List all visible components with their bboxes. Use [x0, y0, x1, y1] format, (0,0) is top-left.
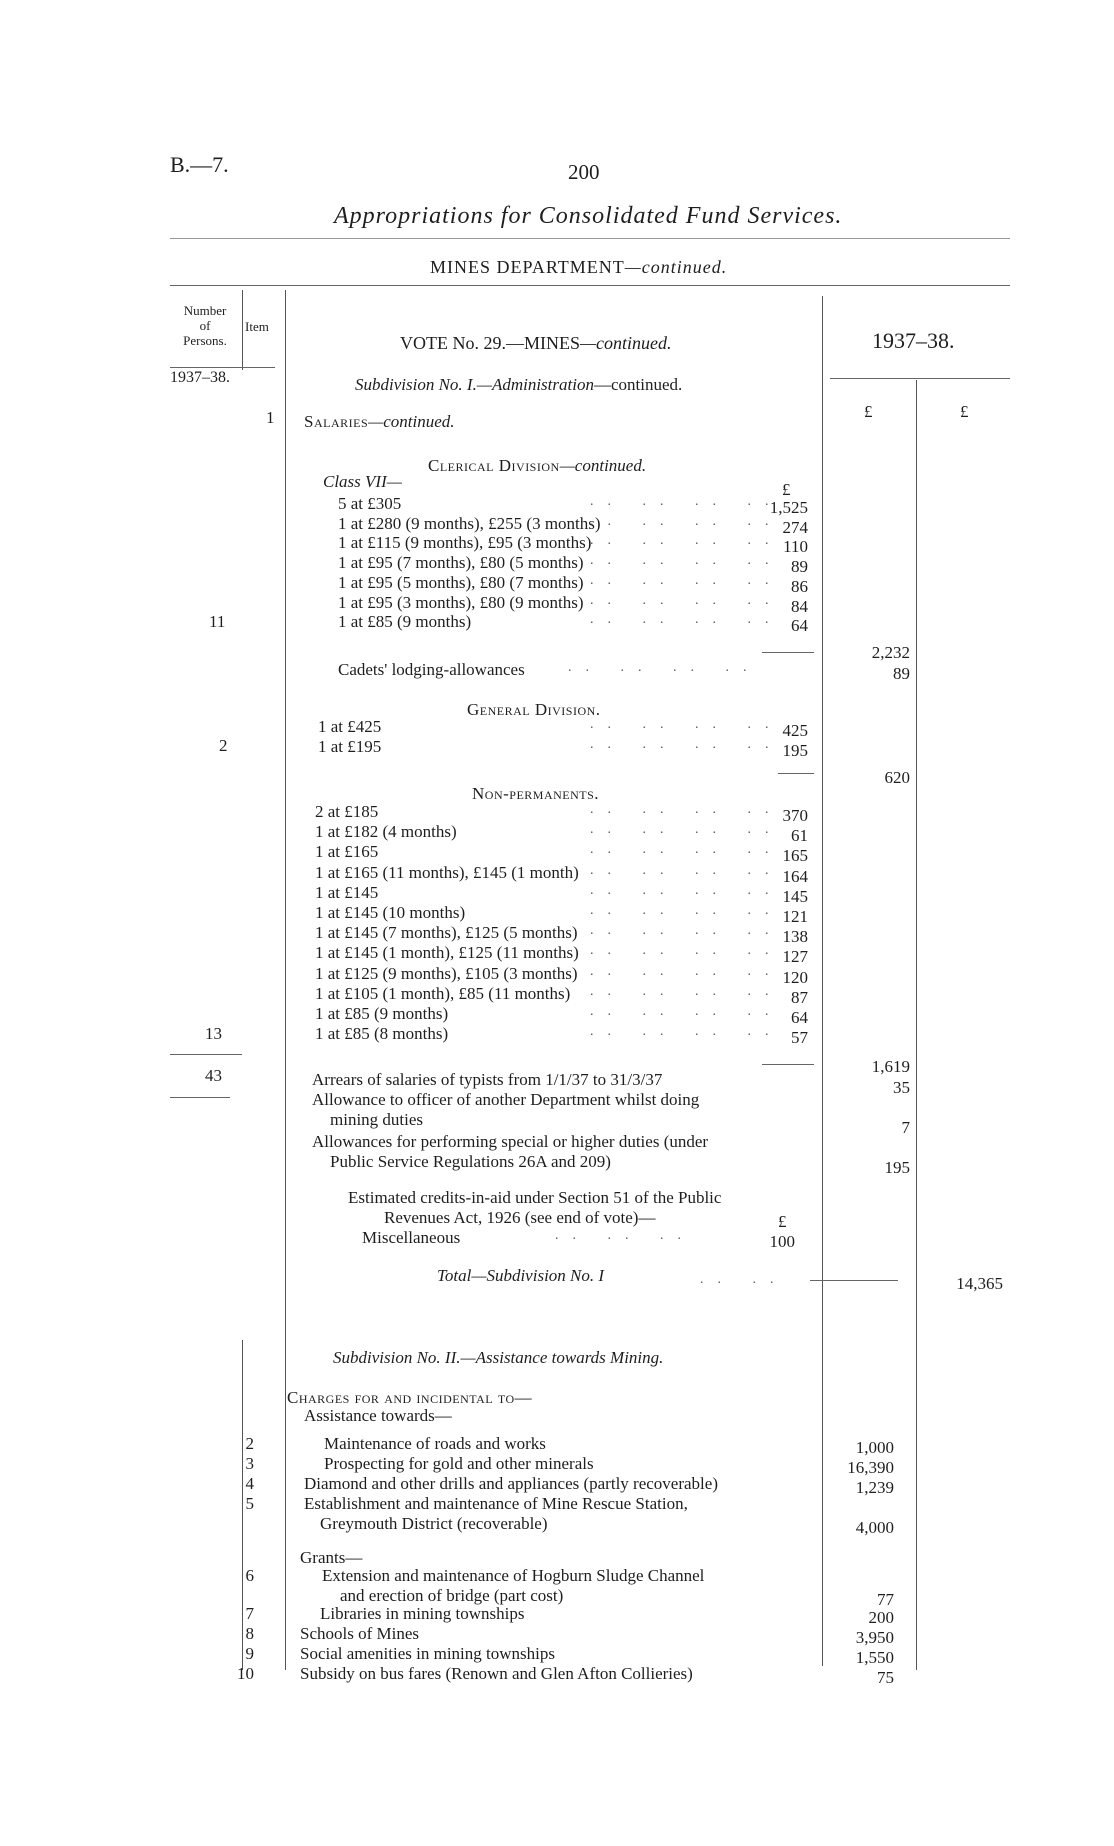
- subdiv2-item-number: 10: [237, 1664, 254, 1683]
- schedule-row-leader: .. .. .. ..: [590, 822, 783, 838]
- cadets-label: Cadets' lodging-allowances: [338, 660, 525, 679]
- subdiv2-row-amount: 1,550: [855, 1648, 894, 1667]
- schedule-row-leader: .. .. .. ..: [590, 903, 783, 918]
- schedule-row-amount: 110: [783, 537, 808, 557]
- salaries-heading: [304, 412, 455, 432]
- schedule-row-label: 1 at £280 (9 months), £255 (3 months): [338, 513, 601, 533]
- schedule-row-label: 1 at £145 (10 months): [315, 903, 466, 922]
- subdiv2-item-number: 3: [245, 1454, 254, 1473]
- total-persons-rule: [170, 1097, 230, 1098]
- assistance-heading: Assistance towards—: [304, 1406, 452, 1425]
- subdiv2-item-number: 6: [245, 1566, 254, 1585]
- schedule-row-amount: 121: [782, 907, 808, 926]
- subdiv2-row-label: Maintenance of roads and works: [324, 1434, 546, 1453]
- schedule-row-amount: 89: [791, 557, 808, 577]
- schedule-row-leader: .. .. .. ..: [590, 923, 783, 939]
- schedule-row-label: 1 at £195: [318, 737, 382, 756]
- year-header: 1937–38.: [872, 328, 955, 353]
- subdiv1-item: 1: [266, 408, 275, 427]
- persons-year: 1937–38.: [170, 369, 230, 386]
- schedule-row-leader: .. .. .. ..: [590, 513, 783, 529]
- nonperm-title: Non-permanents.: [472, 784, 600, 803]
- subdiv1-total-amount: 14,365: [956, 1274, 1003, 1293]
- department-name: MINES DEPARTMENT: [430, 257, 625, 277]
- schedule-row-leader: .. .. .. ..: [590, 737, 783, 752]
- credits-amount: 100: [769, 1232, 795, 1251]
- vote-title-suffix: —continued.: [580, 333, 672, 353]
- amount-col-left: [822, 296, 823, 1666]
- schedule-row-amount: 164: [782, 866, 808, 886]
- schedule-row-label: 1 at £105 (1 month), £85 (11 months): [315, 983, 571, 1003]
- schedule-row-amount: 165: [782, 846, 808, 866]
- general-persons: 2: [219, 736, 228, 755]
- subdiv2-item-number: 9: [245, 1644, 254, 1663]
- charges-heading: Charges for and incidental to—: [287, 1388, 533, 1407]
- schedule-row-label: 1 at £115 (9 months), £95 (3 months): [338, 533, 592, 553]
- clerical-suffix: —continued.: [559, 456, 647, 475]
- schedule-row-leader: .. .. .. ..: [590, 802, 783, 817]
- department-suffix: —continued.: [624, 257, 728, 277]
- subdiv1-title-main: Subdivision No. I.—Administration: [355, 375, 594, 394]
- arrears-label: Arrears of salaries of typists from 1/1/37 to 31/3/37: [312, 1070, 663, 1089]
- nonperm-total: 1,619: [871, 1057, 910, 1076]
- schedule-row-amount: 195: [782, 741, 808, 760]
- subdiv2-row-amount: 1,000: [855, 1438, 894, 1457]
- subdiv2-row-label: Libraries in mining townships: [320, 1604, 525, 1623]
- grants-heading: Grants—: [300, 1548, 363, 1567]
- schedule-row-leader: .. .. .. ..: [590, 882, 783, 898]
- schedule-row-leader: .. .. .. ..: [590, 983, 783, 999]
- page-number: 200: [568, 160, 600, 184]
- cadets-amount: 89: [893, 664, 910, 683]
- schedule-row-label: 1 at £145: [315, 882, 379, 902]
- nonperm-persons: 13: [205, 1024, 222, 1043]
- subdiv1-total-leader: .. ..: [700, 1272, 788, 1287]
- schedule-row-amount: 84: [791, 596, 808, 616]
- credits-line1: Estimated credits-in-aid under Section 51 of the Public: [348, 1188, 722, 1207]
- subdiv2-item-number: 2: [245, 1434, 254, 1453]
- subdiv2-row-amount: 77: [877, 1590, 894, 1609]
- subdiv2-item-number: 4: [245, 1474, 254, 1493]
- subdiv1-title: [355, 375, 682, 395]
- subdiv2-row-amount: 4,000: [855, 1518, 894, 1537]
- title-rule: [170, 238, 1010, 239]
- schedule-row-label: 1 at £145 (7 months), £125 (5 months): [315, 923, 578, 943]
- schedule-row-amount: 57: [791, 1028, 808, 1048]
- general-subtotal-rule: [778, 773, 814, 774]
- subdiv2-row-amount: 16,390: [847, 1458, 894, 1477]
- subdiv2-row-label-cont: and erection of bridge (part cost): [340, 1586, 564, 1605]
- schedule-row-amount: 120: [782, 967, 808, 987]
- schedule-row-amount: 64: [791, 1008, 808, 1027]
- amount-col-right: [916, 380, 917, 1670]
- persons-item-divider: [242, 290, 243, 370]
- schedule-row-label: 1 at £165: [315, 842, 379, 862]
- subdiv2-row-label-cont: Greymouth District (recoverable): [320, 1514, 548, 1533]
- schedule-row-label: 1 at £95 (3 months), £80 (9 months): [338, 592, 584, 612]
- clerical-title: Clerical Division: [428, 456, 560, 475]
- schedule-row-leader: .. .. .. ..: [590, 572, 783, 588]
- persons-header-line2: of: [199, 318, 211, 333]
- schedule-row-label: 5 at £305: [338, 494, 402, 513]
- schedule-row-amount: 61: [791, 826, 808, 846]
- subdiv2-item-number: 5: [245, 1494, 254, 1513]
- schedule-row-label: 1 at £85 (8 months): [315, 1024, 449, 1044]
- class-pound: £: [782, 480, 791, 499]
- schedule-row-label: 1 at £95 (7 months), £80 (5 months): [338, 553, 584, 573]
- credits-misc: Miscellaneous: [362, 1228, 461, 1247]
- schedule-row-leader: .. .. .. ..: [590, 1024, 783, 1040]
- subdiv2-title: Subdivision No. II.—Assistance towards Mining.: [333, 1348, 664, 1367]
- total-persons: 43: [205, 1066, 222, 1085]
- subdiv2-row-label: Diamond and other drills and appliances (partly recoverable): [304, 1474, 718, 1493]
- subdiv1-total-label: Total—Subdivision No. I: [437, 1266, 605, 1285]
- nonperm-persons-rule: [170, 1054, 242, 1055]
- subdiv2-row-amount: 200: [868, 1608, 894, 1627]
- table-top-rule: [170, 285, 1010, 286]
- clerical-heading: [428, 456, 646, 476]
- schedule-row-label: 1 at £125 (9 months), £105 (3 months): [315, 963, 578, 983]
- general-total: 620: [884, 768, 910, 787]
- schedule-row-leader: .. .. .. ..: [590, 612, 783, 628]
- schedule-row-label: 2 at £185: [315, 802, 379, 821]
- pound-col2: £: [960, 402, 969, 421]
- class-label: Class VII—: [323, 472, 402, 491]
- subdiv2-item-number: 7: [245, 1604, 254, 1623]
- salaries-label: Salaries: [304, 412, 369, 431]
- item-col-right: [285, 290, 286, 1670]
- schedule-row-amount: 1,525: [769, 498, 808, 517]
- schedule-row-amount: 86: [791, 576, 808, 596]
- item-header: Item: [245, 319, 269, 334]
- allow1-line2: mining duties: [330, 1110, 424, 1129]
- schedule-row-leader: .. .. .. ..: [590, 842, 783, 858]
- credits-line2: Revenues Act, 1926 (see end of vote)—: [384, 1208, 656, 1227]
- credits-leader: .. .. ..: [555, 1228, 695, 1243]
- schedule-row-label: 1 at £425: [318, 717, 382, 736]
- clerical-subtotal-rule: [762, 652, 814, 653]
- subdiv2-row-amount: 75: [877, 1668, 894, 1687]
- clerical-persons: 11: [209, 612, 226, 631]
- clerical-total: 2,232: [871, 643, 910, 662]
- schedule-row-label: 1 at £182 (4 months): [315, 822, 457, 842]
- page-title: Appropriations for Consolidated Fund Services.: [334, 203, 843, 229]
- salaries-suffix: —continued.: [368, 412, 455, 431]
- schedule-row-amount: 425: [782, 721, 808, 740]
- page-ref: B.—7.: [170, 152, 229, 177]
- schedule-row-label: 1 at £95 (5 months), £80 (7 months): [338, 572, 584, 592]
- schedule-row-amount: 64: [791, 616, 808, 636]
- allow1-line1: Allowance to officer of another Department whilst doing: [312, 1090, 700, 1109]
- schedule-row-amount: 127: [782, 947, 808, 967]
- schedule-row-amount: 138: [782, 927, 808, 947]
- pound-col1: £: [864, 402, 873, 421]
- schedule-row-leader: .. .. .. ..: [590, 943, 783, 959]
- credits-pound: £: [778, 1212, 787, 1231]
- year-rule: [830, 378, 1010, 379]
- persons-header: [172, 303, 238, 348]
- schedule-row-amount: 87: [791, 987, 808, 1007]
- allow1-amount: 7: [901, 1118, 910, 1137]
- schedule-row-label: 1 at £85 (9 months): [315, 1004, 449, 1023]
- nonperm-subtotal-rule: [762, 1064, 814, 1065]
- general-title: General Division.: [467, 700, 601, 719]
- schedule-row-leader: .. .. .. ..: [590, 533, 783, 549]
- schedule-row-leader: .. .. .. ..: [590, 592, 783, 608]
- schedule-row-label: 1 at £165 (11 months), £145 (1 month): [315, 862, 579, 882]
- subdiv2-row-amount: 1,239: [855, 1478, 894, 1497]
- schedule-row-label: 1 at £85 (9 months): [338, 612, 472, 632]
- allow2-amount: 195: [884, 1158, 910, 1177]
- department-heading: [430, 257, 727, 278]
- subdiv2-row-label: Establishment and maintenance of Mine Rescue Station,: [304, 1494, 688, 1513]
- subdiv2-item-number: 8: [245, 1624, 254, 1643]
- arrears-amount: 35: [893, 1078, 910, 1097]
- schedule-row-amount: 145: [782, 886, 808, 906]
- schedule-row-leader: .. .. .. ..: [590, 1004, 783, 1019]
- cadets-leader: .. .. .. ..: [568, 660, 761, 675]
- subdiv2-row-label: Extension and maintenance of Hogburn Sludge Channel: [322, 1566, 705, 1585]
- vote-title: [400, 333, 672, 354]
- allow2-line2: Public Service Regulations 26A and 209): [330, 1152, 611, 1171]
- schedule-row-leader: .. .. .. ..: [590, 494, 783, 509]
- subdiv2-row-label: Subsidy on bus fares (Renown and Glen Afton Collieries): [300, 1664, 693, 1683]
- allow2-line1: Allowances for performing special or higher duties (under: [312, 1132, 709, 1151]
- persons-header-line3: Persons.: [183, 333, 227, 348]
- subdiv2-row-amount: 3,950: [855, 1628, 894, 1647]
- schedule-row-leader: .. .. .. ..: [590, 862, 783, 878]
- schedule-row-amount: 274: [782, 517, 808, 537]
- schedule-row-leader: .. .. .. ..: [590, 717, 783, 732]
- subdiv1-total-rule: [810, 1280, 898, 1281]
- schedule-row-leader: .. .. .. ..: [590, 553, 783, 569]
- schedule-row-label: 1 at £145 (1 month), £125 (11 months): [315, 943, 579, 963]
- vote-title-main: VOTE No. 29.—MINES: [400, 333, 580, 353]
- schedule-row-amount: 370: [782, 806, 808, 825]
- subdiv1-title-suffix: —continued.: [593, 375, 683, 394]
- schedule-row-leader: .. .. .. ..: [590, 963, 783, 979]
- persons-header-line1: Number: [183, 303, 227, 318]
- subdiv2-row-label: Prospecting for gold and other minerals: [324, 1454, 594, 1473]
- subdiv2-row-label: Social amenities in mining townships: [300, 1644, 555, 1663]
- subdiv2-row-label: Schools of Mines: [300, 1624, 419, 1643]
